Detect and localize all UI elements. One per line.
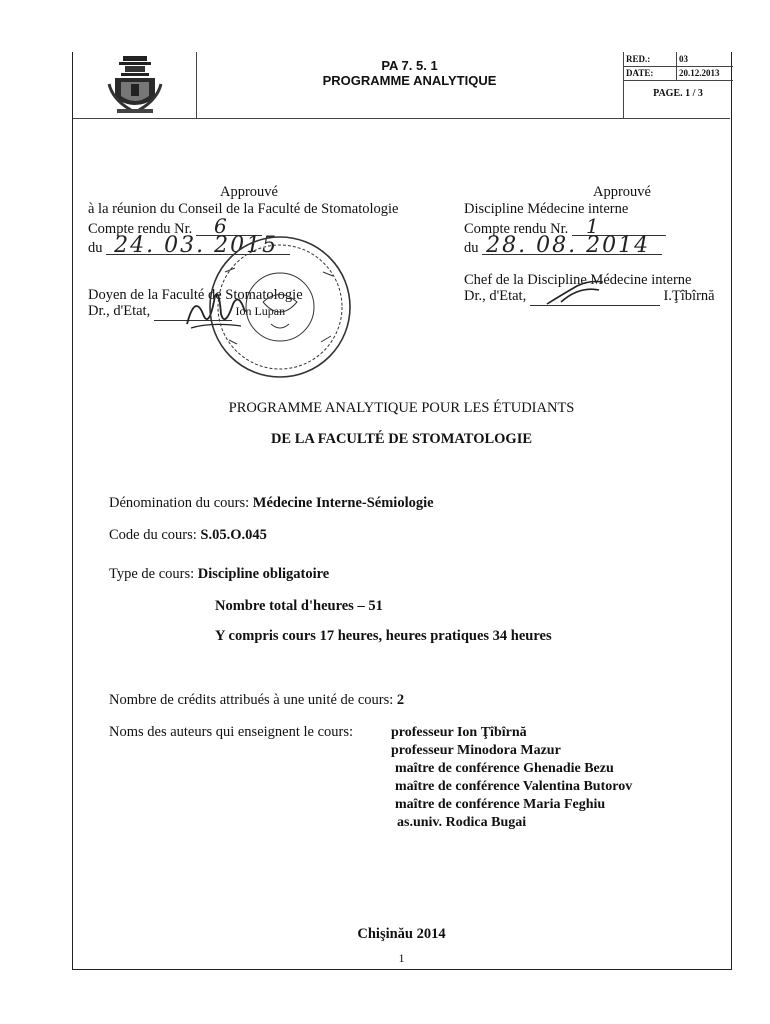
author-item: as.univ. Rodica Bugai — [397, 815, 527, 830]
type-value: Discipline obligatoire — [197, 566, 330, 582]
credits-value: 2 — [396, 692, 405, 708]
author-item: professeur Ion Ţîbîrnă — [391, 725, 527, 740]
type-label: Type de cours: — [109, 566, 195, 582]
document-header — [73, 52, 730, 118]
programme-title-line1: PROGRAMME ANALYTIQUE POUR LES ÉTUDIANTS — [228, 400, 575, 416]
total-hours: Nombre total d'heures – 51 — [215, 598, 383, 614]
document-type-title: PROGRAMME ANALYTIQUE — [322, 73, 497, 88]
logo-cell — [73, 52, 197, 118]
approval-left-council: à la réunion du Conseil de la Faculté de Stomatologie — [88, 201, 399, 217]
compte-label-left: Compte rendu Nr. — [88, 221, 193, 237]
page-number: 1 — [398, 951, 405, 965]
author-item: maître de conférence Ghenadie Bezu — [395, 761, 614, 776]
date-row — [623, 66, 733, 81]
date-label: DATE: — [626, 68, 654, 78]
approval-left-doyen: Doyen de la Faculté de Stomatologie — [88, 287, 303, 303]
denomination-label: Dénomination du cours: — [109, 495, 250, 511]
compte-value-left: 6 — [196, 218, 262, 236]
approval-right-heading: Approuvé — [593, 184, 651, 200]
programme-title-line2: DE LA FACULTÉ DE STOMATOLOGIE — [270, 431, 533, 447]
approval-left-heading: Approuvé — [220, 184, 278, 200]
course-code — [109, 527, 267, 544]
header-bottom-line — [73, 118, 730, 119]
date-value: 20.12.2013 — [679, 68, 720, 78]
du-value-left: 24. 03. 2015 — [106, 237, 290, 255]
du-value-right: 28. 08. 2014 — [482, 237, 662, 255]
approval-right-chef: Chef de la Discipline Médecine interne — [464, 272, 692, 288]
author-item: maître de conférence Valentina Butorov — [395, 779, 633, 794]
official-round-stamp — [205, 232, 355, 382]
du-label-right: du — [464, 240, 479, 256]
hours-detail: Y compris cours 17 heures, heures pratiques 34 heures — [215, 628, 552, 644]
city-year: Chişinău 2014 — [357, 926, 446, 942]
doyen-name: Ion Lupan — [235, 304, 286, 318]
dr-label-right: Dr., d'Etat, — [464, 288, 527, 304]
authors-label: Noms des auteurs qui enseignent le cours: — [109, 724, 354, 740]
credits-label: Nombre de crédits attribués à une unité de cours: — [109, 692, 394, 708]
red-value: 03 — [679, 54, 688, 64]
compte-label-right: Compte rendu Nr. — [464, 221, 569, 237]
course-type — [109, 566, 329, 583]
compte-value-right: 1 — [572, 218, 666, 236]
university-crest-logo — [105, 54, 165, 116]
meta-divider — [676, 52, 677, 80]
course-credits — [109, 692, 404, 709]
handwritten-signature-right — [543, 276, 613, 310]
document-page — [72, 52, 732, 970]
course-denomination — [109, 495, 434, 512]
code-label: Code du cours: — [109, 527, 197, 543]
red-row — [623, 52, 733, 67]
approval-right-discipline: Discipline Médecine interne — [464, 201, 629, 217]
header-meta-cell — [623, 52, 733, 118]
header-title-cell — [196, 52, 624, 118]
approval-right-date — [464, 233, 662, 258]
denomination-value: Médecine Interne-Sémiologie — [252, 495, 434, 511]
author-item: professeur Minodora Mazur — [391, 743, 561, 758]
author-item: maître de conférence Maria Feghiu — [395, 797, 606, 812]
du-label-left: du — [88, 240, 103, 256]
code-value: S.05.O.045 — [200, 527, 267, 543]
chef-name: I.Ţîbîrnă — [663, 288, 715, 304]
red-label: RED.: — [626, 54, 651, 64]
page-label: PAGE. 1 / 3 — [653, 88, 703, 99]
document-code: PA 7. 5. 1 — [381, 58, 438, 73]
dr-label-left: Dr., d'Etat, — [88, 303, 151, 319]
